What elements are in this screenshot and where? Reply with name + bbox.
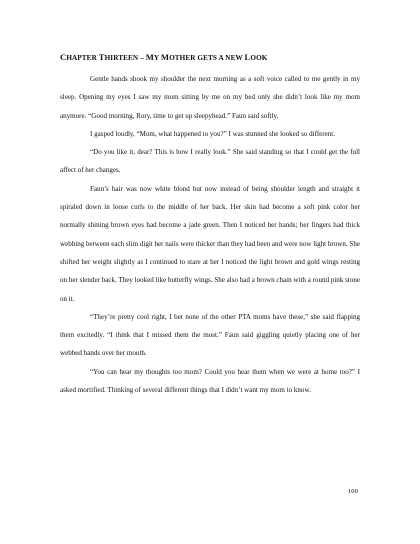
paragraph-2: I gasped loudly, “Mom, what happened to you?” I was stunned she looked so different. [90, 129, 336, 138]
paragraph-3: “Do you like it, dear? This is how I really look.” She said standing so that I could get the full affect of her changes. [60, 148, 360, 175]
chapter-body [60, 70, 360, 399]
paragraph-5: “They’re pretty cool right, I bet none of the other PTA moms have these,” she said flapping them excitedly. “I think that I missed them the most.” Faun said giggling quietly placing one of her webbed hands over her mouth. [60, 312, 360, 358]
paragraph-4: Faun’s hair was now white blond but now instead of being shoulder length and straight it spiraled down in loose curls to the middle of her back. Her skin had become a soft pink color her normally shining brown eyes had become a jade green. Then I noticed her hands; her fingers had thick webbing between each slim digit her nails were thicker than they had been and were now light brown. She shifted her weight slightly as I continued to stare at her I noticed the light brown and gold wings resting on her slender back. They looked like butterfly wings. She also had a brown chain with a round pink stone on it. [60, 184, 360, 303]
paragraph-1: Gentle hands shook my shoulder the next morning as a soft voice called to me gently in my sleep. Opening my eyes I saw my mom sitting by me on my bed only she didn’t look like my mom anymore. “Good morning, Rory, time to get up sleepyhead.” Faun said softly. [60, 75, 360, 120]
paragraph-6: “You can hear my thoughts too mom? Could you hear them when we were at home too?” I asked mortified. Thinking of several different things that I didn’t want my mom to know. [60, 367, 360, 395]
page-number: 100 [348, 488, 358, 495]
chapter-heading: CHAPTER THIRTEEN – MY MOTHER GETS A NEW LOOK [60, 52, 268, 62]
